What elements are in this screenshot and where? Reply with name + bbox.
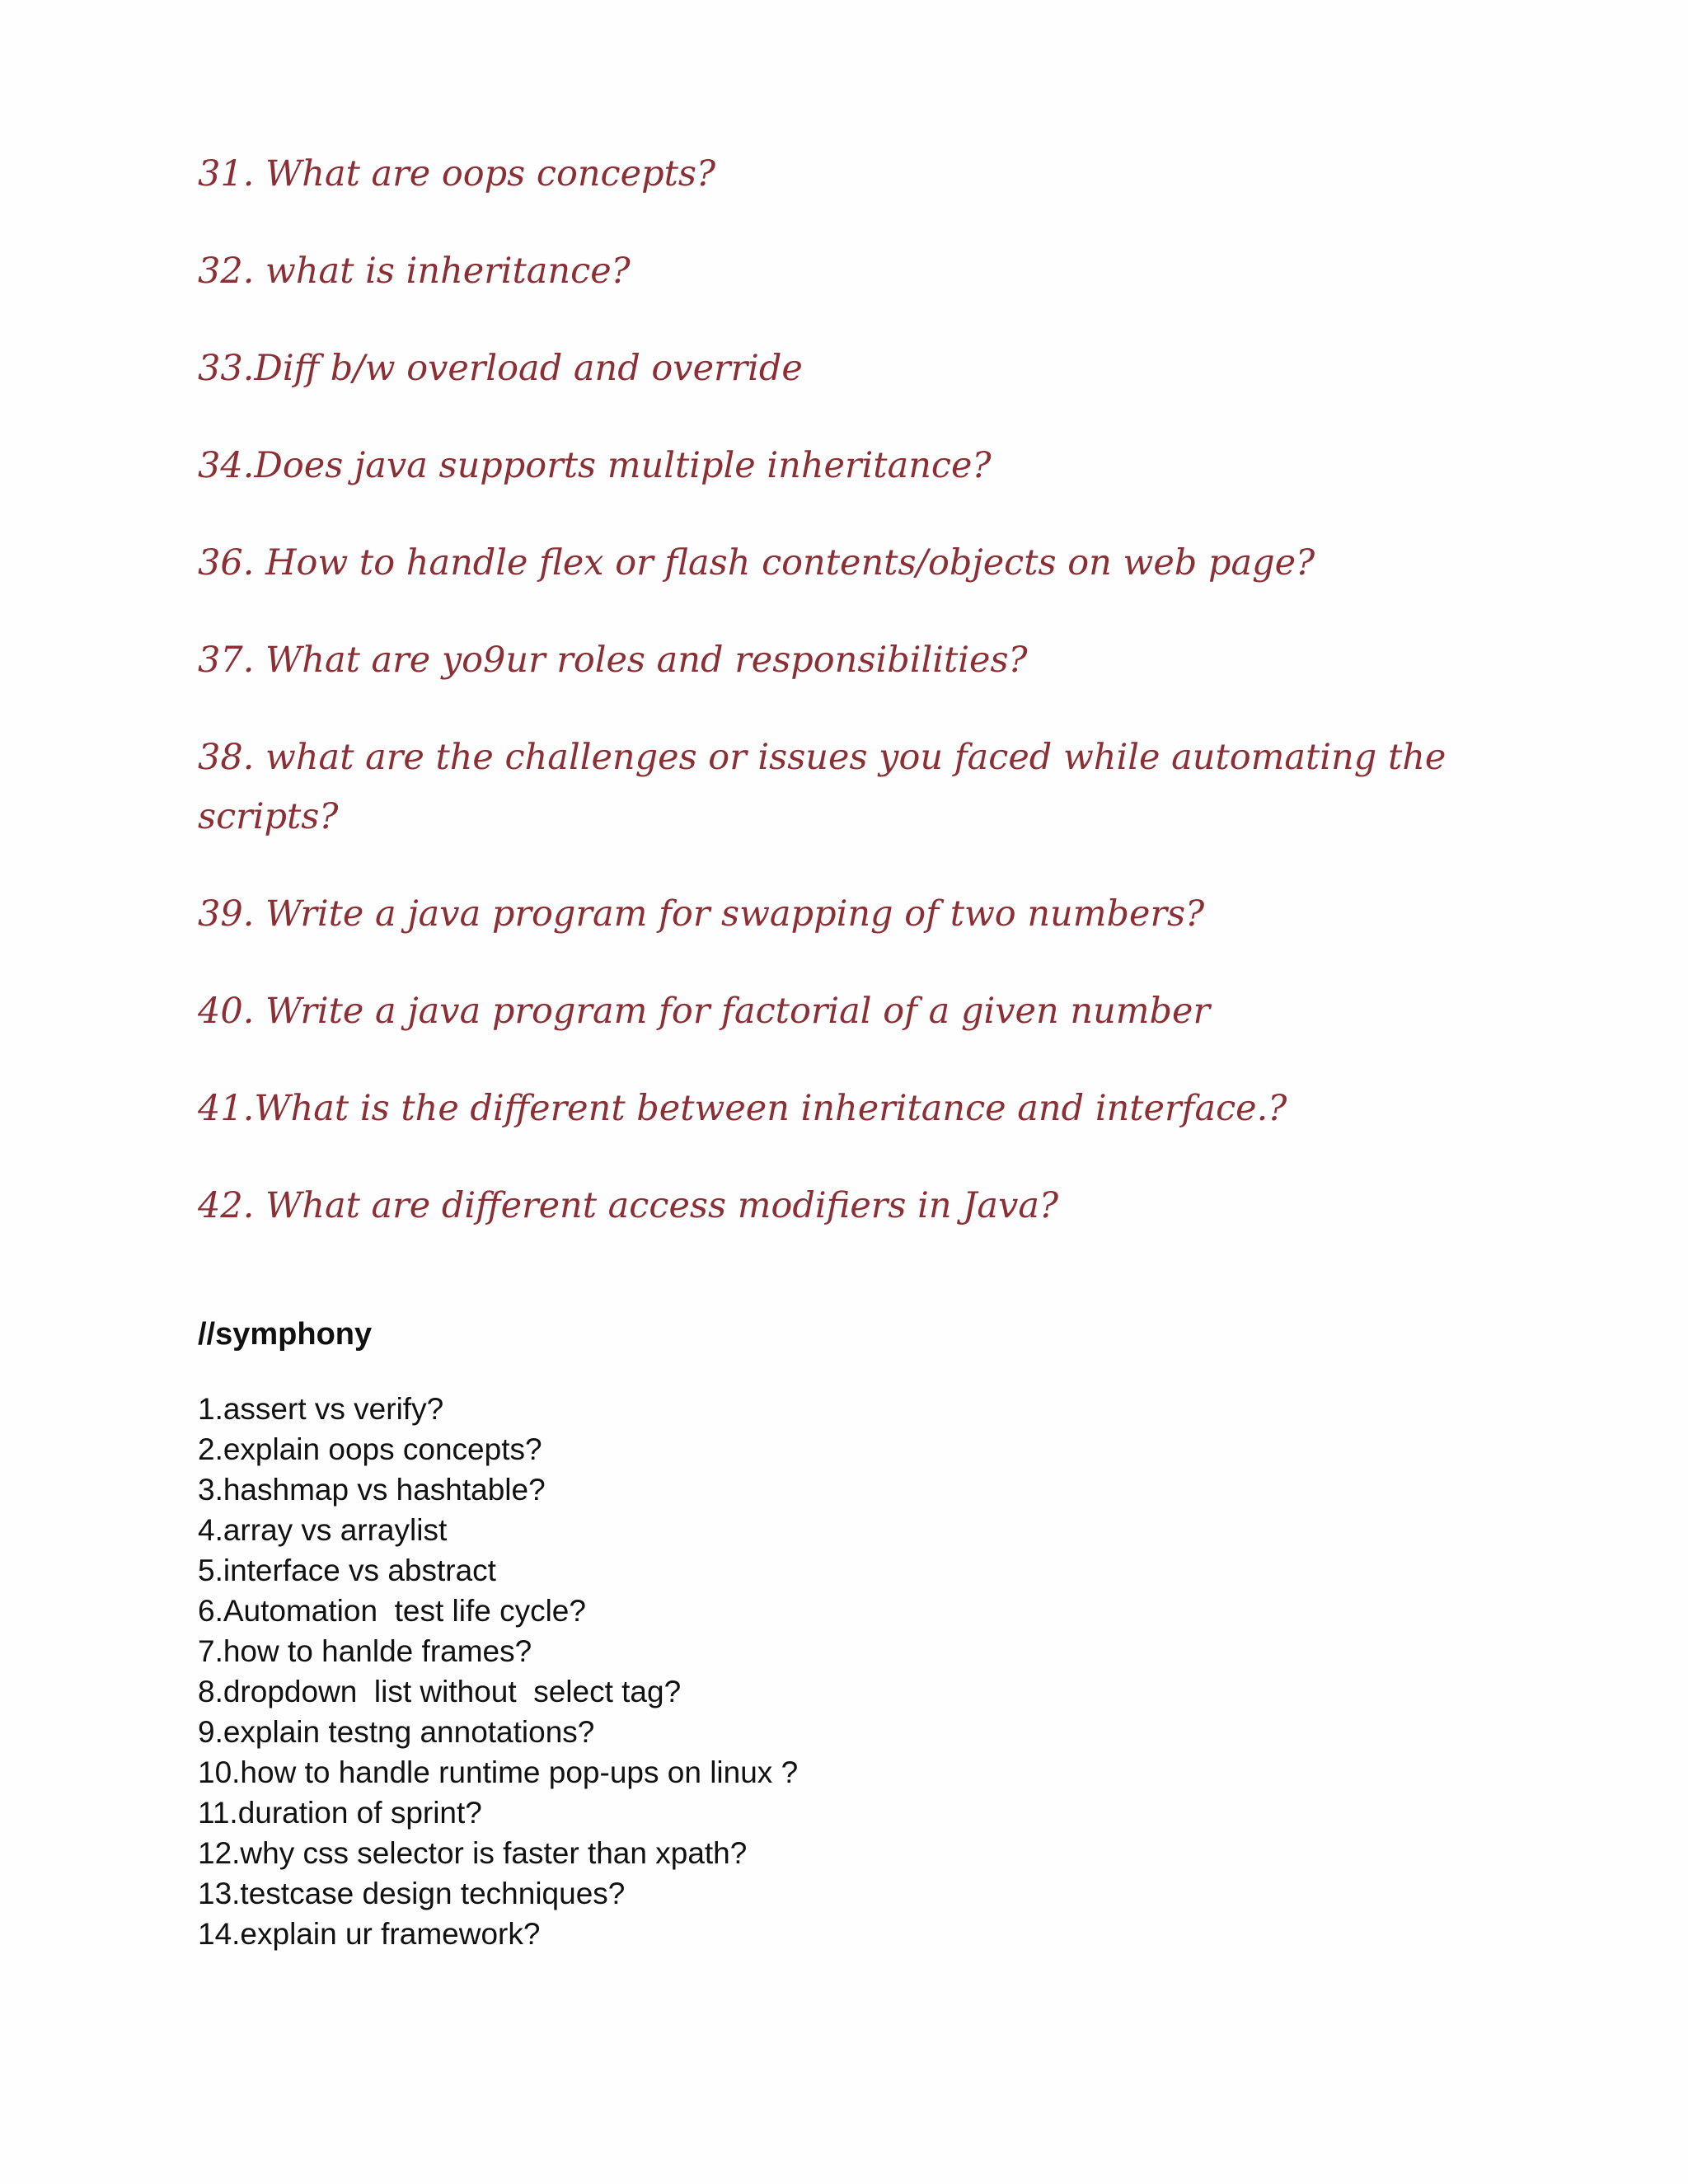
question-item: 31. What are oops concepts? [198, 153, 715, 194]
question-item: 33.Diff b/w overload and override [198, 348, 803, 389]
list-item: 10.how to handle runtime pop-ups on linux ? [198, 1755, 799, 1789]
list-item: 14.explain ur framework? [198, 1917, 541, 1951]
question-item: 34.Does java supports multiple inheritance? [198, 445, 992, 486]
question-item: 41.What is the different between inheritance and interface.? [198, 1088, 1287, 1129]
question-item: 39. Write a java program for swapping of two numbers? [198, 893, 1205, 935]
list-item: 5.interface vs abstract [198, 1554, 496, 1587]
question-item: 42. What are different access modifiers in Java? [198, 1185, 1059, 1226]
question-item: 37. What are yo9ur roles and responsibilities? [198, 640, 1028, 681]
question-item: 38. what are the challenges or issues you faced while automating the scripts? [198, 737, 1447, 837]
section-heading: //symphony [198, 1317, 373, 1352]
symphony-section [198, 1315, 1434, 1954]
list-item: 3.hashmap vs hashtable? [198, 1473, 546, 1507]
symphony-questions-list [198, 1389, 1434, 1954]
interview-questions-list [198, 144, 1484, 1273]
question-item: 32. what is inheritance? [198, 251, 631, 292]
question-item: 36. How to handle flex or flash contents/objects on web page? [198, 542, 1315, 583]
list-item: 6.Automation test life cycle? [198, 1594, 586, 1628]
list-item: 13.testcase design techniques? [198, 1877, 626, 1910]
list-item: 2.explain oops concepts? [198, 1432, 542, 1466]
list-item: 1.assert vs verify? [198, 1392, 444, 1426]
list-item: 4.array vs arraylist [198, 1513, 448, 1547]
list-item: 9.explain testng annotations? [198, 1715, 595, 1749]
list-item: 7.how to hanlde frames? [198, 1634, 532, 1668]
list-item: 12.why css selector is faster than xpath? [198, 1836, 748, 1870]
list-item: 11.duration of sprint? [198, 1796, 482, 1830]
question-item: 40. Write a java program for factorial of a given number [198, 991, 1211, 1032]
list-item: 8.dropdown list without select tag? [198, 1675, 682, 1708]
